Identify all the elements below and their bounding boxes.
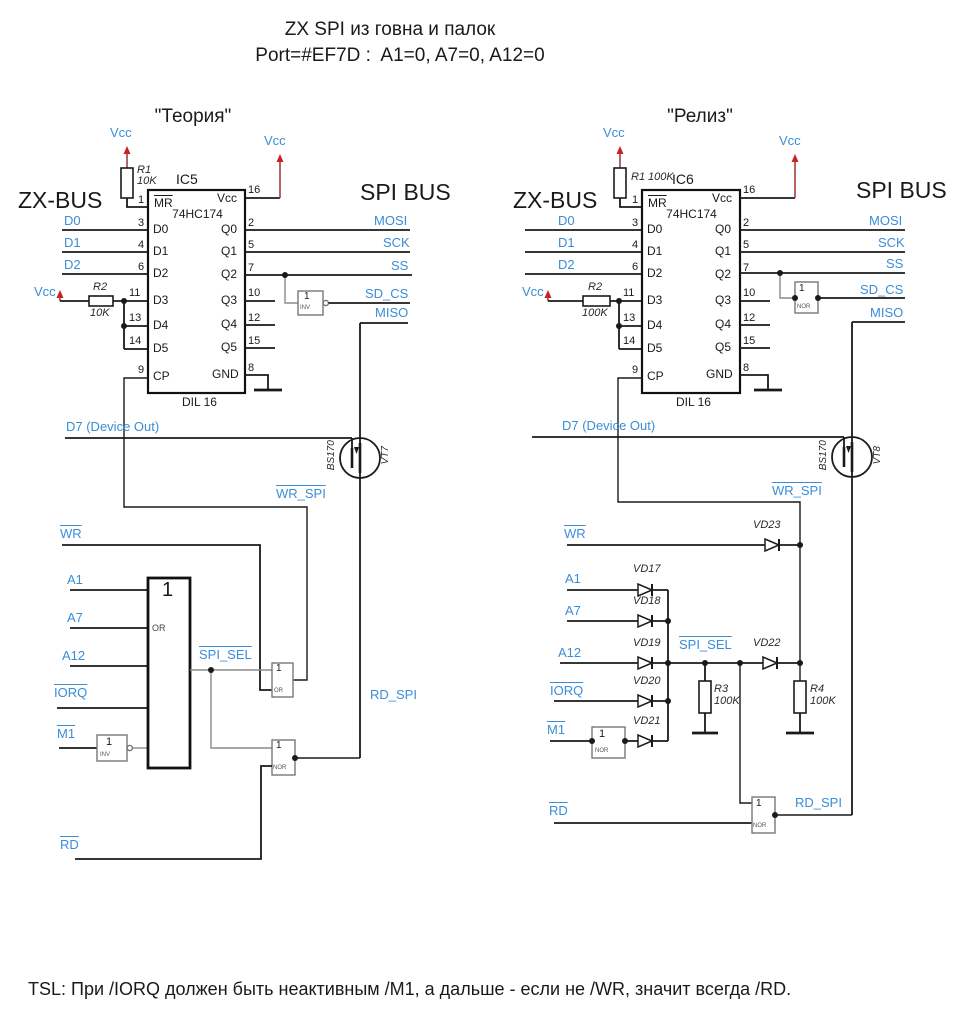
signal-wr: $\overline{WR}$: [564, 526, 586, 541]
vt-ref: VT8: [871, 446, 883, 465]
pin-q1: Q1: [221, 244, 238, 258]
signal-d2: D2: [558, 257, 575, 272]
pin-num: 2: [743, 217, 750, 229]
mosfet-arrow-icon: [846, 446, 851, 453]
pin-q0: Q0: [715, 222, 732, 236]
pin-q5: Q5: [221, 340, 238, 354]
r2-value: 10K: [90, 307, 110, 319]
resistor-r2: [583, 296, 610, 306]
pin-num: 1: [632, 194, 639, 206]
vcc-arrow-icon: [792, 154, 799, 162]
gate-symbol: 1: [162, 579, 174, 601]
pin-num: 3: [138, 217, 145, 229]
gate-type: NOR: [595, 748, 609, 754]
pin-num: 8: [743, 362, 750, 374]
signal-rd-spi: RD_SPI: [370, 687, 417, 702]
signal-a12: A12: [62, 648, 86, 663]
signal-a1: A1: [67, 572, 83, 587]
ic-ref: IC6: [672, 171, 694, 187]
pin-d4: D4: [153, 318, 169, 332]
zx-bus-label: ZX-BUS: [18, 187, 103, 213]
pin-mr: $\overline{MR}$: [154, 196, 173, 210]
signal-iorq: IORQ: [550, 683, 584, 698]
pin-num: 13: [623, 312, 636, 324]
vcc-arrow-icon: [545, 290, 552, 298]
r2-value: 100K: [582, 307, 608, 319]
signal-m1: M1: [57, 726, 76, 741]
vcc-label: Vcc: [110, 125, 132, 140]
pin-num: 4: [138, 239, 145, 251]
diode-vd19: [638, 657, 652, 669]
page-subtitle: Port=#EF7D : A1=0, A7=0, A12=0: [255, 45, 545, 66]
signal-rd-spi: RD_SPI: [795, 795, 842, 810]
pin-q5: Q5: [715, 340, 732, 354]
resistor-r3: [699, 681, 711, 713]
signal-d7: D7 (Device Out): [562, 418, 656, 433]
pin-num: 8: [248, 362, 255, 374]
gate-symbol: 1: [756, 798, 762, 809]
pin-q2: Q2: [715, 267, 732, 281]
signal-d2: D2: [64, 257, 81, 272]
pin-num: 15: [743, 335, 756, 347]
r3-value: 100K: [714, 695, 740, 707]
right-circuit-title: "Релиз": [667, 106, 733, 127]
diode-vd23: [765, 539, 779, 551]
pin-num: 7: [248, 262, 255, 274]
signal-rd: $\overline{RD}$: [549, 803, 568, 818]
pin-num: 1: [138, 194, 145, 206]
mosfet-arrow-icon: [354, 447, 359, 454]
pin-num: 6: [138, 261, 145, 273]
signal-mosi: MOSI: [374, 213, 408, 228]
signal-a7: A7: [67, 610, 83, 625]
vt-ref: VT7: [379, 446, 391, 465]
pin-d0: D0: [647, 222, 663, 236]
resistor-r4: [794, 681, 806, 713]
pin-vcc: Vcc: [712, 191, 733, 205]
signal-d0: D0: [64, 213, 81, 228]
vd23-label: VD23: [753, 519, 781, 531]
pin-num: 14: [129, 335, 142, 347]
gate-symbol: 1: [599, 728, 606, 740]
gate-type: OR: [152, 623, 166, 633]
pin-num: 11: [129, 287, 141, 299]
vd21-label: VD21: [633, 715, 661, 727]
fet-part: BS170: [817, 440, 829, 471]
signal-a12: A12: [558, 645, 582, 660]
pin-q4: Q4: [715, 317, 732, 331]
pin-num: 5: [248, 239, 255, 251]
pin-num: 10: [743, 287, 756, 299]
pin-q0: Q0: [221, 222, 238, 236]
diode-vd18: [638, 615, 652, 627]
pin-num: 16: [743, 184, 756, 196]
spi-bus-label: SPI BUS: [360, 179, 451, 205]
pin-gnd: GND: [212, 367, 239, 381]
gate-type: NOR: [797, 304, 811, 310]
sdcs-gate: [298, 291, 323, 315]
pin-gnd: GND: [706, 367, 733, 381]
pin-vcc: Vcc: [217, 191, 238, 205]
gate-symbol: 1: [106, 736, 113, 748]
r4-ref: R4: [810, 683, 825, 695]
signal-wr-spi: WR_SPI: [276, 486, 326, 501]
pin-d5: D5: [647, 341, 663, 355]
vcc-label: Vcc: [264, 133, 286, 148]
spi-bus-label: SPI BUS: [856, 177, 947, 203]
gate-symbol: 1: [276, 740, 282, 751]
signal-rd: $\overline{RD}$: [60, 837, 79, 852]
pin-num: 6: [632, 261, 639, 273]
gate-type: OR: [274, 688, 283, 694]
r1-ref: R1: [631, 171, 646, 183]
signal-mosi: MOSI: [869, 213, 903, 228]
signal-d1: D1: [64, 235, 81, 250]
r4-value: 100K: [810, 695, 836, 707]
pin-d4: D4: [647, 318, 663, 332]
r2-ref: R2: [588, 281, 603, 293]
pin-d3: D3: [647, 293, 663, 307]
pin-q4: Q4: [221, 317, 238, 331]
signal-ss: SS: [391, 258, 409, 273]
r3-ref: R3: [714, 683, 729, 695]
signal-iorq: IORQ: [54, 685, 88, 700]
signal-spi-sel: SPI_SEL: [199, 647, 252, 662]
resistor-r2: [89, 296, 113, 306]
pin-num: 10: [248, 287, 261, 299]
diode-vd22: [763, 657, 777, 669]
r2-ref: R2: [93, 281, 108, 293]
gate-type: NOR: [753, 823, 767, 829]
vcc-arrow-icon: [277, 154, 284, 162]
footer-note: TSL: При /IORQ должен быть неактивным /M1, а дальше - если не /WR, значит всегда /RD.: [28, 979, 792, 999]
pin-q2: Q2: [221, 267, 238, 281]
pin-num: 12: [743, 312, 756, 324]
pin-num: 15: [248, 335, 261, 347]
left-circuit-title: "Теория": [154, 106, 232, 127]
vcc-label: Vcc: [34, 284, 56, 299]
pin-num: 2: [248, 217, 255, 229]
ic-package: DIL 16: [676, 395, 711, 409]
pin-num: 11: [623, 287, 635, 299]
vcc-label: Vcc: [603, 125, 625, 140]
zx-bus-label: ZX-BUS: [513, 187, 598, 213]
pin-num: 16: [248, 184, 261, 196]
signal-sck: SCK: [878, 235, 905, 250]
fet-part: BS170: [325, 440, 337, 471]
inverter-bubble-icon: [127, 745, 132, 750]
pin-num: 7: [743, 262, 750, 274]
pin-cp: CP: [153, 369, 170, 383]
vcc-arrow-icon: [57, 290, 64, 298]
signal-miso: MISO: [375, 305, 409, 320]
signal-d0: D0: [558, 213, 575, 228]
pin-num: 9: [632, 364, 639, 376]
pin-d2: D2: [153, 266, 169, 280]
vcc-label: Vcc: [779, 133, 801, 148]
ic-package: DIL 16: [182, 395, 217, 409]
vcc-label: Vcc: [522, 284, 544, 299]
r1-ref: R1: [137, 164, 152, 176]
pin-d1: D1: [647, 244, 663, 258]
pin-num: 3: [632, 217, 639, 229]
pin-num: 12: [248, 312, 261, 324]
pin-cp: CP: [647, 369, 664, 383]
pin-d0: D0: [153, 222, 169, 236]
vd17-label: VD17: [633, 563, 661, 575]
pin-mr: $\overline{MR}$: [648, 196, 667, 210]
r1-value: 100K: [648, 171, 674, 183]
resistor-r1: [614, 168, 626, 198]
vd22-label: VD22: [753, 637, 781, 649]
vd19-label: VD19: [633, 637, 661, 649]
signal-sck: SCK: [383, 235, 410, 250]
signal-ss: SS: [886, 256, 904, 271]
or-gate-big: [148, 578, 190, 768]
pin-num: 5: [743, 239, 750, 251]
pin-num: 13: [129, 312, 142, 324]
signal-d1: D1: [558, 235, 575, 250]
pin-d3: D3: [153, 293, 169, 307]
vd20-label: VD20: [633, 675, 661, 687]
gate-symbol: 1: [276, 663, 282, 674]
signal-a7: A7: [565, 603, 581, 618]
gate-type: NOR: [273, 765, 287, 771]
pin-d2: D2: [647, 266, 663, 280]
signal-miso: MISO: [870, 305, 904, 320]
signal-sd-cs: SD_CS: [860, 282, 904, 297]
ic-ref: IC5: [176, 171, 198, 187]
pin-q1: Q1: [715, 244, 732, 258]
signal-d7: D7 (Device Out): [66, 419, 160, 434]
resistor-r1: [121, 168, 133, 198]
vd18-label: VD18: [633, 595, 661, 607]
signal-wr-spi: WR_SPI: [772, 483, 822, 498]
ic-part: 74HC174: [666, 207, 717, 221]
pin-q3: Q3: [221, 293, 238, 307]
signal-wr: $\overline{WR}$: [60, 526, 82, 541]
signal-spi-sel: SPI_SEL: [679, 637, 732, 652]
diode-vd20: [638, 695, 652, 707]
gate-type: INV: [300, 305, 311, 311]
diode-vd21: [638, 735, 652, 747]
pin-d5: D5: [153, 341, 169, 355]
vcc-arrow-icon: [617, 146, 624, 154]
page-title: ZX SPI из говна и палок: [284, 19, 496, 40]
pin-num: 4: [632, 239, 639, 251]
vcc-arrow-icon: [124, 146, 131, 154]
r1-value: 10K: [137, 175, 157, 187]
gate-symbol: 1: [799, 283, 805, 294]
gate-type: INV: [100, 752, 111, 758]
signal-sd-cs: SD_CS: [365, 286, 409, 301]
ic-part: 74HC174: [172, 207, 223, 221]
inverter-bubble-icon: [323, 300, 328, 305]
signal-a1: A1: [565, 571, 581, 586]
gate-symbol: 1: [304, 291, 310, 302]
pin-num: 14: [623, 335, 636, 347]
pin-d1: D1: [153, 244, 169, 258]
signal-m1: M1: [547, 722, 566, 737]
pin-num: 9: [138, 364, 145, 376]
pin-q3: Q3: [715, 293, 732, 307]
